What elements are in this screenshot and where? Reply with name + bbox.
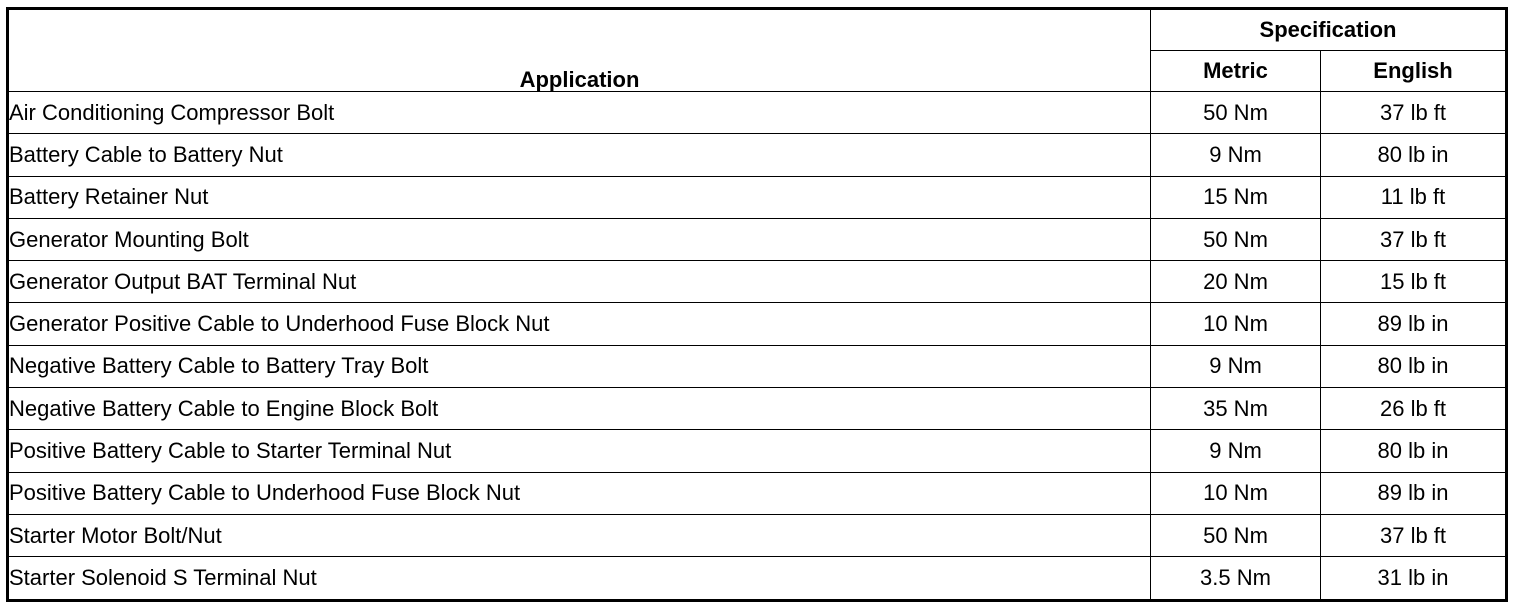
- table-row: [8, 92, 1507, 134]
- english-cell: 80 lb in: [1321, 134, 1507, 176]
- english-cell: 15 lb ft: [1321, 261, 1507, 303]
- table-row: [8, 261, 1507, 303]
- metric-cell: 9 Nm: [1151, 430, 1321, 472]
- header-english: English: [1321, 51, 1507, 92]
- application-cell: Starter Solenoid S Terminal Nut: [8, 557, 1151, 600]
- metric-cell: 15 Nm: [1151, 176, 1321, 218]
- table-row: [8, 134, 1507, 176]
- table-row: [8, 388, 1507, 430]
- metric-cell: 35 Nm: [1151, 388, 1321, 430]
- english-cell: 80 lb in: [1321, 430, 1507, 472]
- table-row: [8, 345, 1507, 387]
- application-cell: Negative Battery Cable to Battery Tray Bolt: [8, 345, 1151, 387]
- english-cell: 80 lb in: [1321, 345, 1507, 387]
- metric-cell: 20 Nm: [1151, 261, 1321, 303]
- english-cell: 37 lb ft: [1321, 92, 1507, 134]
- application-cell: Battery Cable to Battery Nut: [8, 134, 1151, 176]
- english-cell: 37 lb ft: [1321, 514, 1507, 556]
- header-specification: Specification: [1151, 9, 1507, 51]
- table-row: [8, 303, 1507, 345]
- english-cell: 11 lb ft: [1321, 176, 1507, 218]
- header-metric: Metric: [1151, 51, 1321, 92]
- application-cell: Generator Mounting Bolt: [8, 218, 1151, 260]
- table-row: [8, 218, 1507, 260]
- english-cell: 31 lb in: [1321, 557, 1507, 600]
- english-cell: 26 lb ft: [1321, 388, 1507, 430]
- english-cell: 37 lb ft: [1321, 218, 1507, 260]
- metric-cell: 50 Nm: [1151, 218, 1321, 260]
- metric-cell: 10 Nm: [1151, 303, 1321, 345]
- metric-cell: 3.5 Nm: [1151, 557, 1321, 600]
- metric-cell: 9 Nm: [1151, 345, 1321, 387]
- table-row: [8, 472, 1507, 514]
- table-row: [8, 176, 1507, 218]
- metric-cell: 50 Nm: [1151, 92, 1321, 134]
- application-cell: Positive Battery Cable to Starter Terminal Nut: [8, 430, 1151, 472]
- application-cell: Generator Output BAT Terminal Nut: [8, 261, 1151, 303]
- english-cell: 89 lb in: [1321, 303, 1507, 345]
- metric-cell: 50 Nm: [1151, 514, 1321, 556]
- fastener-spec-table: [6, 7, 1508, 602]
- metric-cell: 10 Nm: [1151, 472, 1321, 514]
- application-cell: Battery Retainer Nut: [8, 176, 1151, 218]
- application-cell: Generator Positive Cable to Underhood Fuse Block Nut: [8, 303, 1151, 345]
- header-application: Application: [8, 9, 1151, 92]
- english-cell: 89 lb in: [1321, 472, 1507, 514]
- table-row: [8, 514, 1507, 556]
- application-cell: Starter Motor Bolt/Nut: [8, 514, 1151, 556]
- application-cell: Negative Battery Cable to Engine Block Bolt: [8, 388, 1151, 430]
- application-cell: Air Conditioning Compressor Bolt: [8, 92, 1151, 134]
- metric-cell: 9 Nm: [1151, 134, 1321, 176]
- table-row: [8, 430, 1507, 472]
- table-body: [8, 92, 1507, 601]
- application-cell: Positive Battery Cable to Underhood Fuse Block Nut: [8, 472, 1151, 514]
- table-row: [8, 557, 1507, 600]
